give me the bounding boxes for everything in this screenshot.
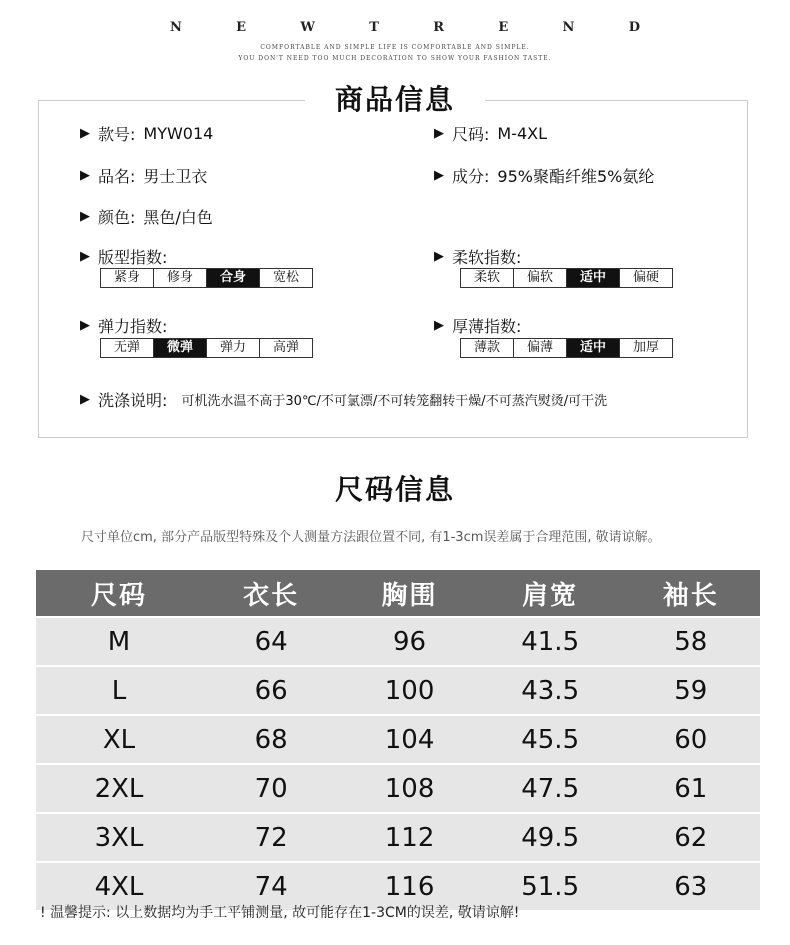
triangle-right-icon: ▶ [80,209,90,224]
size-range-row [434,122,547,145]
thickness-index-label: 厚薄指数: [452,317,522,336]
tagline-2: YOU DON'T NEED TOO MUCH DECORATION TO SHOW YOUR FASHION TASTE. [238,55,552,62]
table-row [36,715,760,764]
table-cell: 100 [340,666,478,715]
size-range-label: 尺码: [452,125,490,144]
table-cell: 41.5 [479,617,622,666]
triangle-right-icon: ▶ [80,126,90,141]
color-value: 黑色/白色 [143,208,213,227]
thickness-index-scale [460,338,673,358]
brand-letter: D [628,20,640,35]
table-cell: 74 [202,862,340,910]
table-cell: 70 [202,764,340,813]
product-info-title: 商品信息 [305,78,485,118]
fit-index-scale [100,268,313,288]
table-cell: 4XL [36,862,202,910]
footer-note: ! 温馨提示: 以上数据均为手工平铺测量, 故可能存在1-3CM的误差, 敬请谅解! [40,905,520,921]
color-row [80,205,213,228]
triangle-right-icon: ▶ [434,249,444,264]
triangle-right-icon: ▶ [80,318,90,333]
softness-option: 适中 [567,269,620,287]
table-row [36,617,760,666]
elasticity-index-row [80,314,175,337]
table-cell: XL [36,715,202,764]
softness-option: 柔软 [461,269,514,287]
fit-option: 宽松 [260,269,312,287]
table-cell: 108 [340,764,478,813]
style-number-value: MYW014 [143,124,214,143]
size-info-title: 尺码信息 [334,473,455,506]
table-cell: 51.5 [479,862,622,910]
softness-index-label: 柔软指数: [452,248,522,267]
elasticity-option: 微弹 [154,339,207,357]
table-cell: 3XL [36,813,202,862]
style-number-row [80,122,213,145]
triangle-right-icon: ▶ [434,126,444,141]
table-row [36,813,760,862]
header-size: 尺码 [36,570,202,617]
table-cell: M [36,617,202,666]
triangle-right-icon: ▶ [434,318,444,333]
product-name-row [80,164,207,187]
brand-letter: E [498,20,509,35]
elasticity-index-scale [100,338,313,358]
tagline-1: COMFORTABLE AND SIMPLE LIFE IS COMFORTABLE AND SIMPLE. [260,44,530,51]
thickness-option: 适中 [567,339,620,357]
table-cell: 112 [340,813,478,862]
brand-wordmark [170,20,640,35]
table-cell: 2XL [36,764,202,813]
fit-index-label: 版型指数: [98,248,168,267]
table-cell: 72 [202,813,340,862]
fit-option: 合身 [207,269,260,287]
wash-instructions: 可机洗水温不高于30℃/不可氯漂/不可转笼翻转干燥/不可蒸汽熨烫/可干洗 [181,394,608,409]
size-info-note: 尺寸单位cm, 部分产品版型特殊及个人测量方法跟位置不同, 有1-3cm误差属于合理范围, 敬请谅解。 [81,530,661,545]
header-shoulder: 肩宽 [479,570,622,617]
table-cell: L [36,666,202,715]
brand-letter: R [433,20,445,35]
wash-label: 洗涤说明: [98,391,168,410]
brand-letter: W [300,20,315,35]
size-table [36,570,760,910]
color-label: 颜色: [98,208,136,227]
brand-letter: N [562,20,575,35]
table-row [36,764,760,813]
thickness-index-row [434,314,529,337]
wash-instructions-row [80,388,607,411]
table-cell: 47.5 [479,764,622,813]
composition-value: 95%聚酯纤维5%氨纶 [497,167,655,186]
table-cell: 45.5 [479,715,622,764]
softness-option: 偏软 [514,269,567,287]
elasticity-index-label: 弹力指数: [98,317,168,336]
table-cell: 61 [622,764,760,813]
header-sleeve: 袖长 [622,570,760,617]
triangle-right-icon: ▶ [80,392,90,407]
size-table-header [36,570,760,617]
table-cell: 43.5 [479,666,622,715]
brand-letter: T [369,20,379,35]
elasticity-option: 高弹 [260,339,312,357]
softness-option: 偏硬 [620,269,672,287]
thickness-option: 偏薄 [514,339,567,357]
triangle-right-icon: ▶ [80,168,90,183]
triangle-right-icon: ▶ [80,249,90,264]
style-number-label: 款号: [98,125,136,144]
brand-letter: N [170,20,182,35]
table-cell: 59 [622,666,760,715]
table-cell: 60 [622,715,760,764]
table-cell: 64 [202,617,340,666]
table-cell: 116 [340,862,478,910]
table-cell: 62 [622,813,760,862]
size-range-value: M-4XL [497,124,548,143]
softness-index-row [434,245,529,268]
softness-index-scale [460,268,673,288]
triangle-right-icon: ▶ [434,168,444,183]
table-cell: 66 [202,666,340,715]
thickness-option: 薄款 [461,339,514,357]
elasticity-option: 无弹 [101,339,154,357]
table-cell: 63 [622,862,760,910]
table-cell: 58 [622,617,760,666]
table-cell: 96 [340,617,478,666]
fit-option: 修身 [154,269,207,287]
product-name-label: 品名: [98,167,136,186]
table-cell: 49.5 [479,813,622,862]
elasticity-option: 弹力 [207,339,260,357]
table-cell: 68 [202,715,340,764]
fit-index-row [80,245,175,268]
composition-row [434,164,654,187]
brand-letter: E [236,20,247,35]
header-length: 衣长 [202,570,340,617]
fit-option: 紧身 [101,269,154,287]
table-row [36,666,760,715]
header-chest: 胸围 [340,570,478,617]
product-name-value: 男士卫衣 [143,167,208,186]
thickness-option: 加厚 [620,339,672,357]
composition-label: 成分: [452,167,490,186]
table-cell: 104 [340,715,478,764]
